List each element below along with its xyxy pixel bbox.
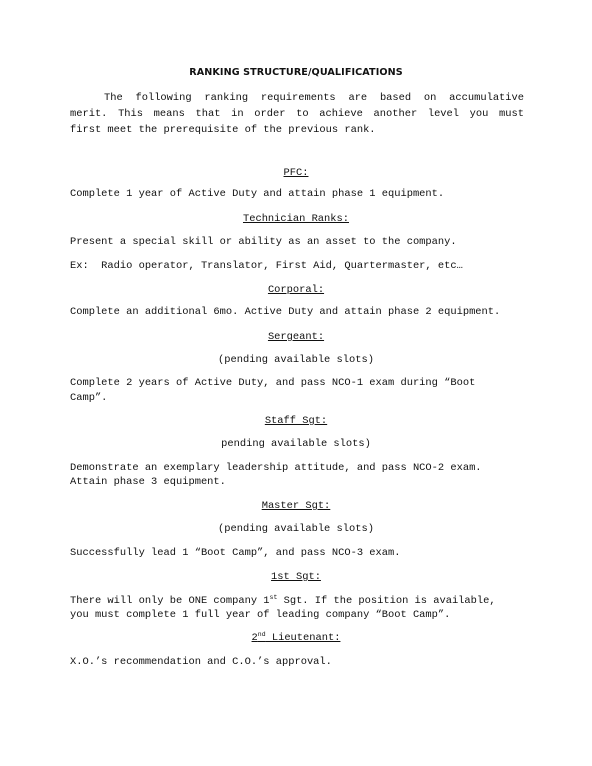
second-lt-text: X.O.’s recommendation and C.O.’s approval. xyxy=(70,656,332,668)
master-sgt-heading xyxy=(0,499,592,513)
second-lt-heading-text xyxy=(252,632,341,644)
sergeant-line-1: Complete 2 years of Active Duty, and pass NCO-1 exam during “Boot xyxy=(70,377,476,389)
pfc-heading-text: PFC: xyxy=(283,167,309,179)
second-lt-heading-a: 2 xyxy=(251,632,258,644)
staff-sgt-heading xyxy=(0,414,592,428)
staff-sgt-line-1: Demonstrate an exemplary leadership attitude, and pass NCO-2 exam. xyxy=(70,462,482,474)
corporal-text: Complete an additional 6mo. Active Duty and attain phase 2 equipment. xyxy=(70,306,501,318)
technician-heading xyxy=(0,212,592,226)
technician-heading-text: Technician Ranks: xyxy=(242,213,349,225)
intro-line-2: merit. This means that in order to achieve another level you must xyxy=(70,108,524,120)
corporal-heading xyxy=(0,283,592,297)
intro-line-3: first meet the prerequisite of the previous rank. xyxy=(70,124,376,136)
first-sgt-line-1-sup: st xyxy=(269,594,278,601)
master-sgt-note: (pending available slots) xyxy=(218,523,374,535)
first-sgt-line-1 xyxy=(70,594,530,609)
second-lt-heading-sup: nd xyxy=(257,631,266,638)
first-sgt-heading xyxy=(0,570,592,584)
first-sgt-line-1-a: There will only be ONE company 1 xyxy=(70,595,270,607)
page-title: RANKING STRUCTURE/QUALIFICATIONS xyxy=(189,67,403,78)
intro-line-1: The following ranking requirements are based on accumulative xyxy=(104,92,524,104)
technician-text: Present a special skill or ability as an asset to the company. xyxy=(70,236,457,248)
pfc-text: Complete 1 year of Active Duty and attain phase 1 equipment. xyxy=(70,188,445,200)
sergeant-heading-text: Sergeant: xyxy=(267,331,325,343)
first-sgt-heading-text: 1st Sgt: xyxy=(271,571,321,583)
corporal-heading-text: Corporal: xyxy=(267,284,325,296)
staff-sgt-line-2: Attain phase 3 equipment. xyxy=(70,476,226,488)
sergeant-line-2: Camp”. xyxy=(70,392,108,404)
pfc-heading xyxy=(0,166,592,180)
second-lt-heading-b: Lieutenant: xyxy=(265,632,341,644)
staff-sgt-note: pending available slots) xyxy=(221,438,371,450)
technician-example: Ex: Radio operator, Translator, First Aid, Quartermaster, etc… xyxy=(70,260,463,272)
first-sgt-line-1-b: Sgt. If the position is available, xyxy=(277,595,496,607)
master-sgt-text: Successfully lead 1 “Boot Camp”, and pass NCO-3 exam. xyxy=(70,547,401,559)
intro-paragraph xyxy=(70,90,524,138)
second-lt-heading xyxy=(0,631,592,645)
first-sgt-line-2: you must complete 1 full year of leading company “Boot Camp”. xyxy=(70,609,451,621)
sergeant-note: (pending available slots) xyxy=(218,354,374,366)
master-sgt-heading-text: Master Sgt: xyxy=(261,500,331,512)
staff-sgt-heading-text: Staff Sgt: xyxy=(264,415,328,427)
sergeant-heading xyxy=(0,330,592,344)
